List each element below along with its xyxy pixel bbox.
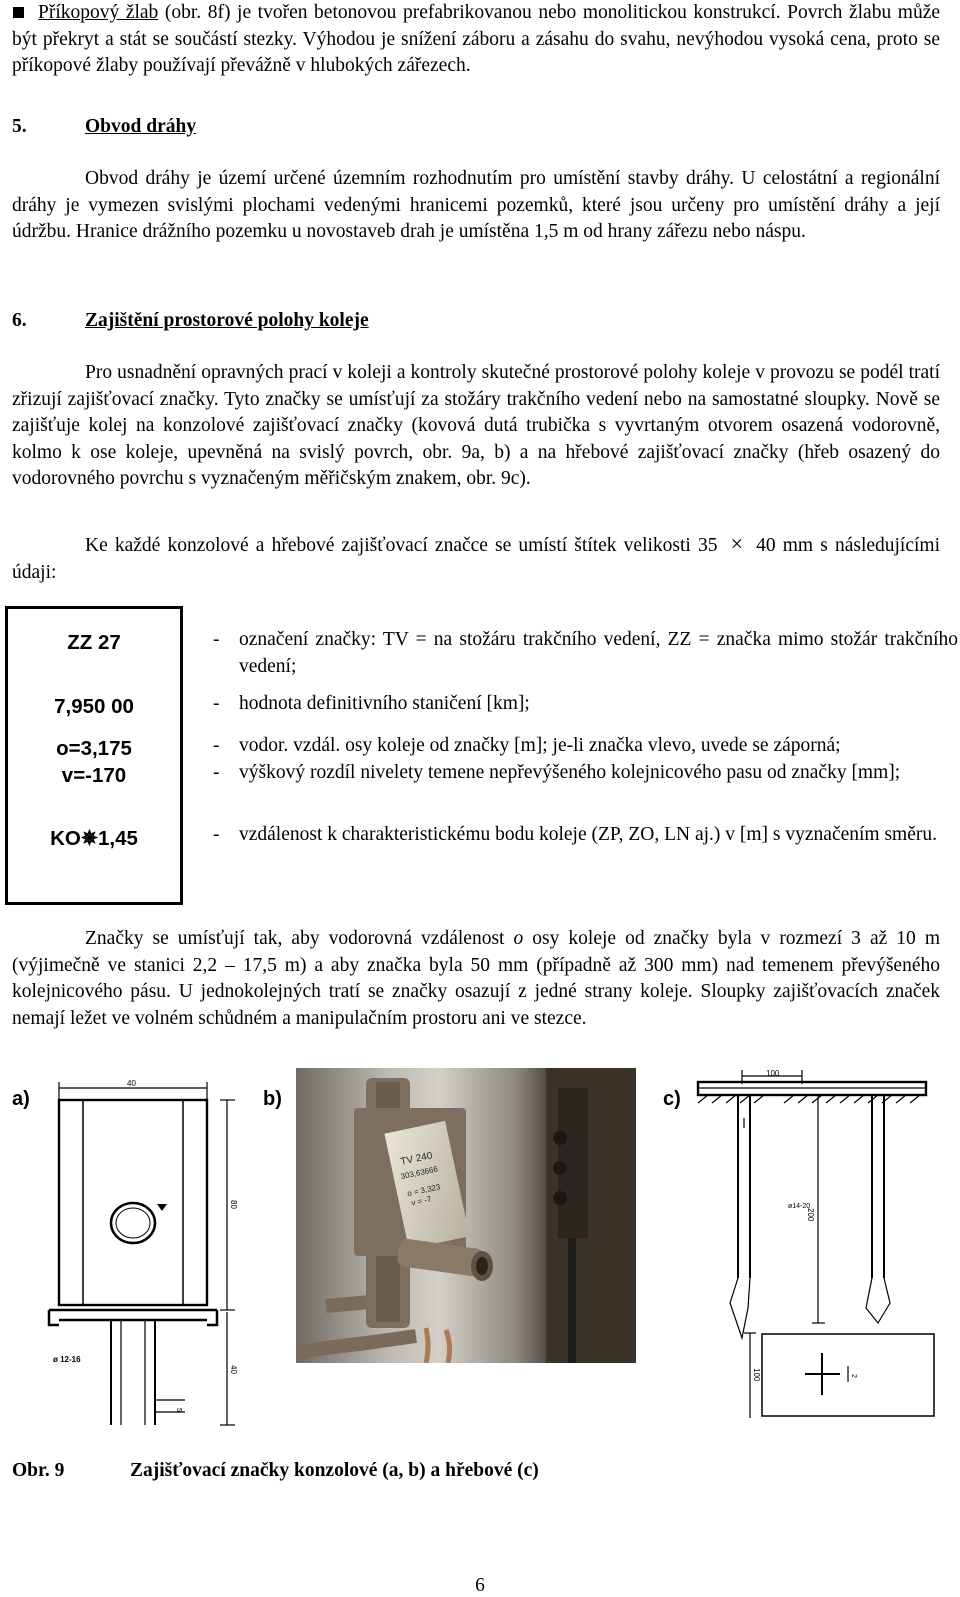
label-line-marking: ZZ 27 <box>67 631 121 654</box>
dash: - <box>213 693 220 714</box>
placement-symbol-o: o <box>513 928 524 949</box>
placement-text-a: Značky se umísťují tak, aby vodorovná vzdálenost <box>85 928 514 949</box>
figure-b-letter: b) <box>263 1088 282 1110</box>
fig-b-plate-line4: v = -7 <box>410 1194 433 1208</box>
para2-text-a: Ke každé konzolové a hřebové zajišťovací značce se umístí štítek velikosti 35 <box>85 535 718 556</box>
para2-text-b: 40 mm <box>756 535 814 556</box>
fig-c-note: ø14-20 <box>788 1203 811 1210</box>
page-number: 6 <box>475 1575 485 1596</box>
fig-a-note: ø 12-16 <box>53 1355 81 1364</box>
fig-a-dim-side1: 80 <box>229 1200 238 1209</box>
figure-caption-label: Obr. 9 <box>12 1460 65 1481</box>
section-5-title: Obvod dráhy <box>85 116 197 137</box>
fig-c-dim-side: 200 <box>806 1208 815 1222</box>
section-6-title: Zajištění prostorové polohy koleje <box>85 310 369 331</box>
dash: - <box>213 824 220 845</box>
times-sign: × <box>730 531 744 556</box>
fig-a-dim-side2: 40 <box>229 1365 238 1374</box>
figure-a-letter: a) <box>12 1088 30 1110</box>
dash: - <box>213 762 220 783</box>
label-plate-example <box>5 606 183 905</box>
fig-b-plate-line2: 303,63666 <box>399 1164 439 1182</box>
description-text: vodor. vzdál. osy koleje od značky [m]; je-li značka vlevo, uvede se záporná; <box>239 735 841 756</box>
dash: - <box>213 629 220 650</box>
placement-text-b: osy koleje od značky byla v rozmezí 3 až 10 m (výjimečně ve stanici 2,2 – 17,5 m) a aby značka byla 50 mm (případně až 300 mm) nad temenem převýšeného kolejnicového pásu. U jednokolejných tratí se značky osazují z jedné strany koleje. Sloupky zajišťovacích značek nemají ležet ve volném schůdném a manipulačním prostoru ani ve stezce. <box>12 928 941 1029</box>
fig-c-small-dim: 2 <box>850 1374 857 1378</box>
placement-paragraph <box>12 926 940 1032</box>
fig-c-dim-bottom: 100 <box>752 1368 761 1382</box>
figure-a-drawing <box>45 1080 245 1440</box>
section-5-paragraph: Obvod dráhy je území určené územním rozhodnutím pro umístění stavby dráhy. U celostátní a regionální dráhy je vymezen svislými plochami vedenými hranicemi pozemků, které jsou určeny pro umístění dráhy a její údržbu. Hranice drážního pozemku u novostaveb drah je umístěna 1,5 m od hrany zářezu nebo náspu. <box>12 168 940 242</box>
description-text: vzdálenost k charakteristickému bodu koleje (ZP, ZO, LN aj.) v [m] s vyznačením směru. <box>239 824 938 845</box>
figure-caption-text: Zajišťovací značky konzolové (a, b) a hřebové (c) <box>130 1460 539 1481</box>
label-line-chainage: 7,950 00 <box>54 695 134 718</box>
intro-paragraph <box>12 0 940 80</box>
square-bullet-icon <box>13 7 24 18</box>
figure-c-letter: c) <box>663 1088 681 1110</box>
description-text: hodnota definitivního staničení [km]; <box>239 693 530 714</box>
figure-b-photo <box>296 1068 636 1363</box>
label-line-distance: KO✵1,45 <box>50 827 138 850</box>
section-6-heading <box>12 310 369 332</box>
fig-a-dim-bottom: 5 <box>175 1408 182 1412</box>
intro-term: Příkopový žlab <box>38 2 159 23</box>
fig-b-plate-line1: TV 240 <box>399 1150 434 1168</box>
intro-text: (obr. 8f) je tvořen betonovou prefabrikovanou nebo monolitickou konstrukcí. Povrch žlabu může být překryt a stát se součástí stezky. Výhodou je snížení záboru a zásahu do svahu, nevýhodou vysoká cena, proto se příkopové žlaby používají převážně v hlubokých zářezech. <box>12 2 941 76</box>
section-6-paragraph-1: Pro usnadnění opravných prací v koleji a kontroly skutečné prostorové polohy koleje v provozu se podél tratí zřizují zajišťovací značky. Tyto značky se umísťují za stožáry trakčního vedení nebo na samostatné sloupky. Nově se zajišťuje kolej na konzolové zajišťovací značky (kovová dutá trubička s vyvrtaným otvorem osazená vodorovně, kolmo k ose koleje, upevněná na svislý povrch, obr. 9a, b) a na hřebové zajišťovací značky (hřeb osazený do vodorovného povrchu s vyznačeným měřičským znakem, obr. 9c). <box>12 362 940 489</box>
section-5-number: 5. <box>12 116 27 137</box>
description-text: označení značky: TV = na stožáru trakčního vedení, ZZ = značka mimo stožár trakčního vedení; <box>239 629 958 677</box>
fig-c-dim-top: 100 <box>766 1069 780 1078</box>
fig-a-dim-top: 40 <box>127 1080 136 1088</box>
label-line-offset: o=3,175 <box>56 737 132 760</box>
description-text: výškový rozdíl nivelety temene nepřevýšeného kolejnicového pasu od značky [mm]; <box>239 762 901 783</box>
para2-text-c: s následujícími údaji: <box>12 535 941 583</box>
dash: - <box>213 735 220 756</box>
section-6-number: 6. <box>12 310 27 331</box>
section-5-heading <box>12 116 197 138</box>
section-6-paragraph-2 <box>12 531 940 586</box>
figure-c-drawing <box>690 1068 950 1418</box>
fig-b-plate-line3: o = 3,323 <box>406 1182 442 1199</box>
label-line-height: v=-170 <box>61 764 127 787</box>
